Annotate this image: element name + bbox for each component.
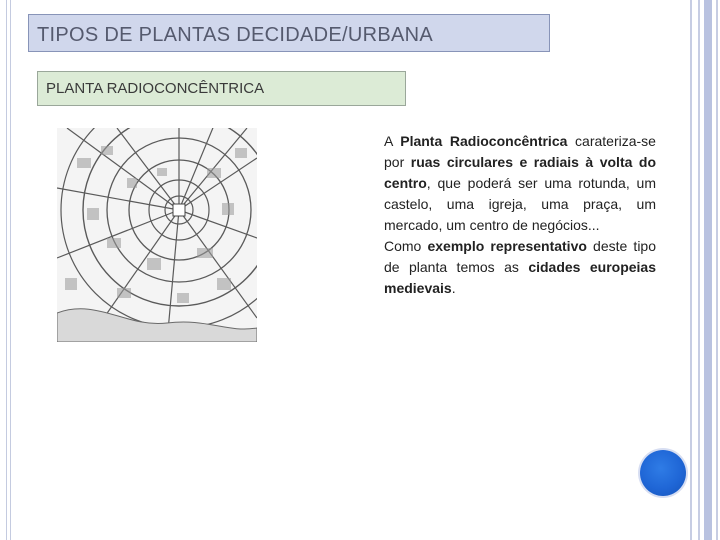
text-run: Como bbox=[384, 238, 428, 254]
left-border-line bbox=[10, 0, 11, 540]
bold-run: cidades europeias medievais bbox=[384, 259, 657, 296]
subtitle-box bbox=[37, 71, 406, 106]
blue-circle-icon bbox=[640, 450, 686, 496]
slide-title: TIPOS DE PLANTAS DECIDADE/URBANA bbox=[37, 24, 433, 46]
slide-subtitle: PLANTA RADIOCONCÊNTRICA bbox=[46, 80, 265, 97]
text-run: carateriza-se por bbox=[384, 133, 656, 170]
bold-run: Planta Radioconcêntrica bbox=[400, 133, 568, 149]
title-box bbox=[28, 14, 550, 52]
radioconcentric-map-image bbox=[57, 128, 257, 342]
bold-run: exemplo representativo bbox=[427, 238, 587, 254]
paragraph-2 bbox=[311, 236, 656, 299]
band-stripe bbox=[704, 0, 712, 540]
text-run: . bbox=[451, 280, 456, 296]
band-stripe bbox=[698, 0, 700, 540]
band-stripe bbox=[716, 0, 718, 540]
paragraph-1 bbox=[311, 131, 656, 236]
right-decorative-band bbox=[690, 0, 720, 540]
map-illustration bbox=[57, 128, 257, 342]
bold-run: ruas circulares e radiais à volta do centro bbox=[384, 154, 657, 191]
text-run: deste tipo de planta temos as bbox=[384, 238, 656, 275]
text-run: , que poderá ser uma rotunda, um castelo, uma igreja, uma praça, um mercado, um centro de negócios... bbox=[384, 175, 656, 233]
body-text bbox=[311, 131, 656, 299]
left-border-line bbox=[6, 0, 7, 540]
text-run: A bbox=[384, 133, 401, 149]
band-stripe bbox=[690, 0, 692, 540]
